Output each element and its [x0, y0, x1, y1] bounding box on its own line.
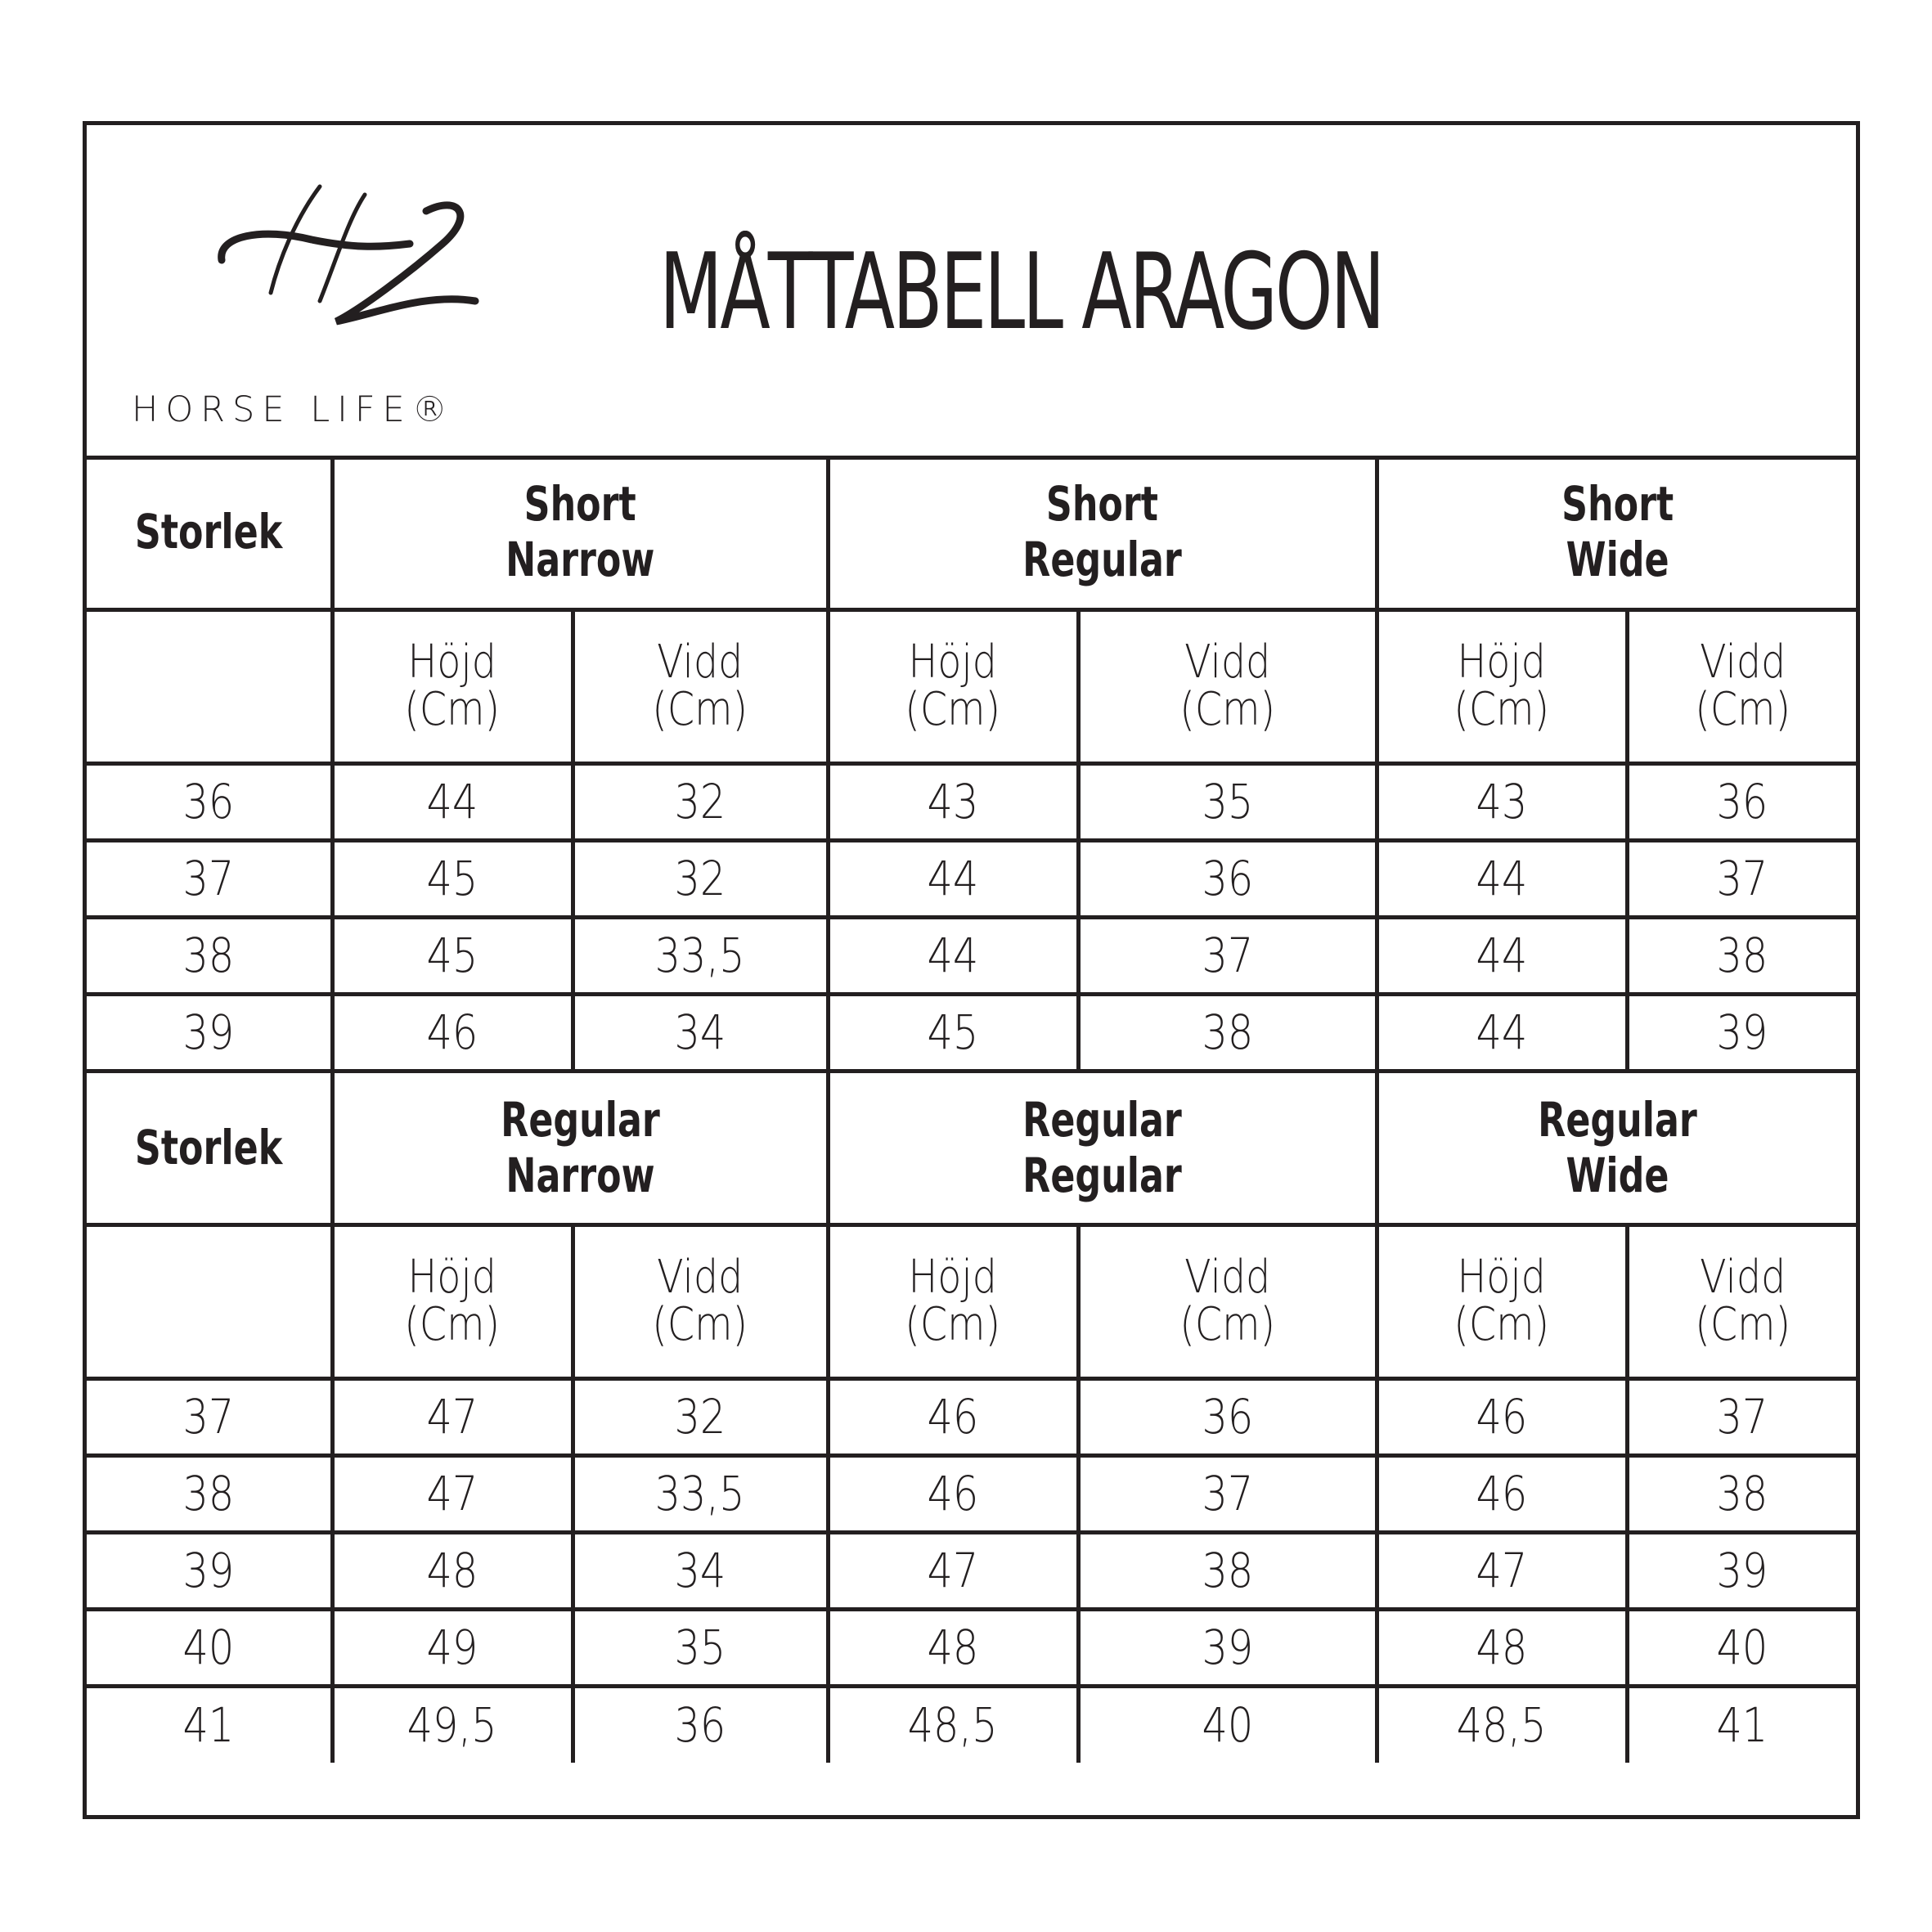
width-value: 35 [674, 1620, 726, 1675]
width-value-cell [1627, 994, 1856, 1071]
group-header-cell [828, 1071, 1377, 1224]
width-value-cell [1078, 917, 1377, 994]
width-unit-line1: Vidd [1699, 636, 1786, 689]
width-value-cell [1627, 763, 1856, 840]
size-cell [87, 840, 332, 917]
group-header-cell [1377, 1071, 1856, 1224]
height-value: 47 [426, 1389, 479, 1445]
size-value: 37 [182, 851, 235, 906]
size-value: 39 [182, 1543, 235, 1598]
size-cell [87, 1686, 332, 1763]
page-title: MÅTTABELL ARAGON [659, 231, 1383, 353]
width-value: 32 [674, 774, 726, 829]
height-value: 44 [426, 774, 479, 829]
height-value-cell [828, 763, 1078, 840]
width-value-cell [1627, 1455, 1856, 1532]
height-value-cell [828, 1378, 1078, 1455]
size-value: 40 [182, 1620, 235, 1675]
height-value-cell [332, 994, 573, 1071]
width-value-cell [1627, 840, 1856, 917]
height-value-cell [1377, 994, 1627, 1071]
height-value-cell [1377, 1609, 1627, 1686]
width-value-cell [573, 1455, 828, 1532]
height-value: 45 [426, 928, 479, 983]
width-unit-line2: (Cm) [1179, 683, 1275, 736]
height-value-cell [1377, 1532, 1627, 1609]
height-value: 48 [1476, 1620, 1528, 1675]
group-label [1561, 476, 1674, 587]
width-value: 38 [1716, 1466, 1768, 1521]
width-value-cell [1078, 1532, 1377, 1609]
width-unit-line1: Vidd [657, 636, 744, 689]
height-value-cell [828, 1532, 1078, 1609]
height-unit-line1: Höjd [1457, 636, 1547, 689]
height-value-cell [828, 1686, 1078, 1763]
unit-header-row [87, 609, 1856, 763]
unit-header-row [87, 1224, 1856, 1378]
height-value: 46 [426, 1004, 479, 1060]
width-unit-line2: (Cm) [1179, 1298, 1275, 1351]
width-value-cell [573, 763, 828, 840]
height-value: 47 [426, 1466, 479, 1521]
width-value: 36 [1202, 1389, 1253, 1445]
height-unit-label [404, 1251, 501, 1351]
height-value: 47 [1476, 1543, 1528, 1598]
width-value: 40 [1202, 1697, 1253, 1754]
height-unit-line1: Höjd [908, 636, 998, 689]
width-value: 40 [1716, 1620, 1768, 1675]
height-value: 45 [927, 1004, 979, 1060]
width-unit-cell [573, 1224, 828, 1378]
width-value: 38 [1202, 1543, 1253, 1598]
width-value-cell [1078, 994, 1377, 1071]
width-unit-line2: (Cm) [1694, 1298, 1790, 1351]
size-cell [87, 763, 332, 840]
width-value-cell [573, 840, 828, 917]
size-label: Storlek [134, 503, 282, 559]
group-label-line1: Regular [1022, 1092, 1182, 1148]
group-header-row [87, 456, 1856, 609]
table-row [87, 1455, 1856, 1532]
height-value: 48 [426, 1543, 479, 1598]
size-value: 39 [182, 1004, 235, 1060]
height-unit-line2: (Cm) [905, 683, 1001, 736]
hl-monogram-icon [213, 170, 483, 334]
height-value: 46 [927, 1389, 979, 1445]
width-value: 32 [674, 1389, 726, 1445]
width-value: 37 [1202, 1466, 1253, 1521]
group-header-cell [828, 456, 1377, 609]
horse-life-logo [132, 170, 524, 440]
width-value: 32 [674, 851, 726, 906]
height-unit-line1: Höjd [908, 1251, 998, 1304]
width-unit-cell [1627, 1224, 1856, 1378]
size-value: 41 [182, 1697, 235, 1754]
height-value-cell [332, 1455, 573, 1532]
height-value: 47 [927, 1543, 979, 1598]
group-label-line1: Short [1561, 475, 1674, 532]
height-unit-line2: (Cm) [404, 1298, 501, 1351]
width-value-cell [573, 1532, 828, 1609]
size-label: Storlek [134, 1120, 282, 1175]
size-cell [87, 1532, 332, 1609]
width-unit-line2: (Cm) [1694, 683, 1790, 736]
width-value: 37 [1202, 928, 1253, 983]
width-unit-cell [1078, 609, 1377, 763]
width-value: 36 [1716, 774, 1768, 829]
height-value: 48,5 [908, 1697, 998, 1754]
width-value: 38 [1716, 928, 1768, 983]
height-value-cell [1377, 917, 1627, 994]
height-value-cell [828, 1455, 1078, 1532]
width-unit-label [1179, 1251, 1275, 1351]
width-value: 37 [1716, 851, 1768, 906]
height-value-cell [332, 763, 573, 840]
width-value-cell [573, 917, 828, 994]
width-unit-line1: Vidd [1699, 1251, 1786, 1304]
height-value-cell [332, 1532, 573, 1609]
group-label-line2: Wide [1566, 1148, 1669, 1203]
width-value-cell [573, 1378, 828, 1455]
width-value: 37 [1716, 1389, 1768, 1445]
width-unit-cell [1078, 1224, 1377, 1378]
brand-name: HORSE LIFE® [132, 389, 455, 430]
height-value-cell [1377, 1455, 1627, 1532]
width-value: 38 [1202, 1004, 1253, 1060]
height-unit-line2: (Cm) [905, 1298, 1001, 1351]
width-value-cell [1078, 1378, 1377, 1455]
width-value: 36 [674, 1697, 726, 1754]
group-label [505, 476, 654, 587]
height-value-cell [332, 1609, 573, 1686]
width-value-cell [1627, 1532, 1856, 1609]
height-unit-line2: (Cm) [1453, 1298, 1550, 1351]
height-value-cell [1377, 763, 1627, 840]
group-label-line1: Short [523, 475, 636, 532]
width-unit-label [652, 1251, 748, 1351]
group-header-row [87, 1071, 1856, 1224]
group-label [1538, 1092, 1697, 1203]
width-value-cell [1078, 1455, 1377, 1532]
width-unit-line1: Vidd [1184, 1251, 1271, 1304]
group-header-cell [332, 1071, 828, 1224]
width-value: 34 [674, 1543, 726, 1598]
group-label-line2: Regular [1022, 531, 1182, 587]
size-cell [87, 1609, 332, 1686]
size-value: 38 [182, 928, 235, 983]
height-unit-line2: (Cm) [404, 683, 501, 736]
size-cell [87, 917, 332, 994]
width-value-cell [1078, 1686, 1377, 1763]
group-label-line1: Regular [500, 1092, 660, 1148]
group-label [501, 1092, 660, 1203]
group-label-line2: Regular [1022, 1148, 1182, 1203]
height-value-cell [1377, 840, 1627, 917]
width-unit-line1: Vidd [1184, 636, 1271, 689]
height-value-cell [828, 917, 1078, 994]
size-chart-frame [83, 121, 1860, 1819]
width-value-cell [1627, 1609, 1856, 1686]
table-row [87, 1532, 1856, 1609]
group-label-line1: Short [1045, 475, 1159, 532]
height-value: 43 [927, 774, 979, 829]
height-value-cell [828, 994, 1078, 1071]
height-unit-cell [1377, 609, 1627, 763]
width-value-cell [1078, 1609, 1377, 1686]
group-label-line2: Wide [1566, 531, 1669, 587]
height-unit-cell [332, 609, 573, 763]
width-value-cell [1078, 763, 1377, 840]
height-value: 44 [1476, 928, 1528, 983]
empty-unit-cell [87, 609, 332, 763]
height-value-cell [1377, 1686, 1627, 1763]
group-label-line2: Narrow [505, 1148, 655, 1203]
width-unit-cell [573, 609, 828, 763]
width-value-cell [1627, 917, 1856, 994]
group-label [1022, 476, 1182, 587]
height-unit-label [905, 636, 1001, 736]
height-value-cell [828, 840, 1078, 917]
width-unit-cell [1627, 609, 1856, 763]
width-value: 33,5 [655, 928, 745, 983]
table-row [87, 840, 1856, 917]
height-value: 49 [426, 1620, 479, 1675]
width-value-cell [1627, 1378, 1856, 1455]
width-value: 39 [1202, 1620, 1253, 1675]
width-value: 33,5 [655, 1466, 745, 1521]
group-label-line2: Narrow [505, 531, 655, 587]
height-value: 44 [927, 851, 979, 906]
table-row [87, 917, 1856, 994]
height-value-cell [828, 1609, 1078, 1686]
size-header-cell [87, 456, 332, 609]
height-value: 46 [1476, 1466, 1528, 1521]
width-unit-line2: (Cm) [652, 683, 748, 736]
width-unit-label [652, 636, 748, 736]
width-unit-label [1694, 636, 1790, 736]
height-value: 48,5 [1457, 1697, 1547, 1754]
table-row [87, 763, 1856, 840]
size-cell [87, 994, 332, 1071]
chart-header [87, 125, 1856, 460]
size-table [87, 456, 1856, 1763]
width-value: 39 [1716, 1004, 1768, 1060]
height-value: 44 [927, 928, 979, 983]
group-header-cell [332, 456, 828, 609]
size-cell [87, 1378, 332, 1455]
width-value: 35 [1202, 774, 1253, 829]
width-value-cell [573, 1686, 828, 1763]
height-unit-label [905, 1251, 1001, 1351]
width-value: 39 [1716, 1543, 1768, 1598]
height-unit-line1: Höjd [407, 636, 497, 689]
height-unit-line2: (Cm) [1453, 683, 1550, 736]
size-header-cell [87, 1071, 332, 1224]
width-value-cell [573, 1609, 828, 1686]
size-value: 38 [182, 1466, 235, 1521]
size-value: 36 [182, 774, 235, 829]
width-value-cell [1627, 1686, 1856, 1763]
size-value: 37 [182, 1389, 235, 1445]
height-value: 44 [1476, 851, 1528, 906]
width-unit-line1: Vidd [657, 1251, 744, 1304]
height-value: 45 [426, 851, 479, 906]
table-row [87, 994, 1856, 1071]
width-value: 34 [674, 1004, 726, 1060]
height-value: 49,5 [407, 1697, 497, 1754]
width-unit-line2: (Cm) [652, 1298, 748, 1351]
height-value-cell [332, 1378, 573, 1455]
width-value-cell [1078, 840, 1377, 917]
height-unit-label [404, 636, 501, 736]
height-value: 46 [1476, 1389, 1528, 1445]
table-row [87, 1609, 1856, 1686]
empty-unit-cell [87, 1224, 332, 1378]
height-unit-line1: Höjd [407, 1251, 497, 1304]
height-unit-cell [828, 609, 1078, 763]
height-value: 43 [1476, 774, 1528, 829]
width-value-cell [573, 994, 828, 1071]
group-label-line1: Regular [1537, 1092, 1697, 1148]
height-unit-cell [828, 1224, 1078, 1378]
width-unit-label [1179, 636, 1275, 736]
width-value: 36 [1202, 851, 1253, 906]
height-value: 44 [1476, 1004, 1528, 1060]
width-value: 41 [1716, 1697, 1768, 1754]
height-unit-label [1453, 1251, 1550, 1351]
table-row [87, 1686, 1856, 1763]
height-unit-line1: Höjd [1457, 1251, 1547, 1304]
height-value: 46 [927, 1466, 979, 1521]
table-row [87, 1378, 1856, 1455]
height-unit-cell [1377, 1224, 1627, 1378]
height-value-cell [332, 1686, 573, 1763]
height-value-cell [332, 840, 573, 917]
group-label [1022, 1092, 1182, 1203]
group-header-cell [1377, 456, 1856, 609]
height-value-cell [1377, 1378, 1627, 1455]
width-unit-label [1694, 1251, 1790, 1351]
height-unit-label [1453, 636, 1550, 736]
height-value-cell [332, 917, 573, 994]
height-unit-cell [332, 1224, 573, 1378]
height-value: 48 [927, 1620, 979, 1675]
size-cell [87, 1455, 332, 1532]
